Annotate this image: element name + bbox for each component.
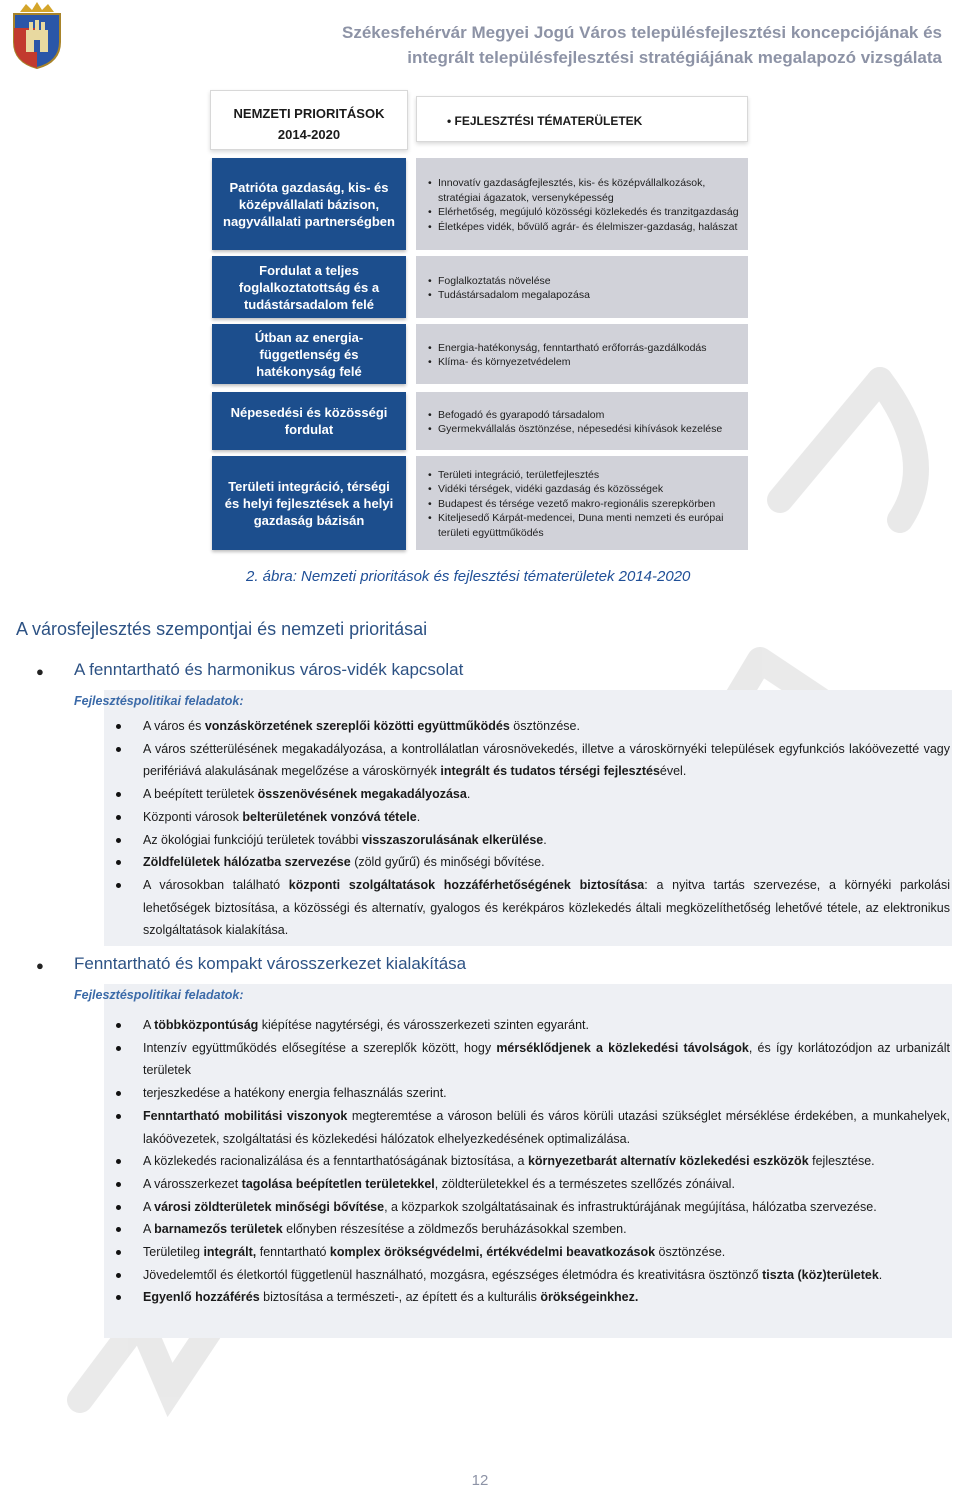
emphasis-text: városi zöldterületek minőségi bővítése bbox=[154, 1199, 385, 1214]
list-item bbox=[116, 1218, 950, 1241]
document-title-line-2: integrált településfejlesztési stratégiájának megalapozó vizsgálata bbox=[407, 48, 942, 67]
list-item bbox=[116, 851, 950, 874]
list-item-text: Központi városok bbox=[143, 809, 243, 824]
list-item-text: A város és bbox=[143, 719, 205, 733]
topic-item: • Elérhetőség, megújuló közösségi közlekedés és tranzitgazdaság bbox=[428, 205, 740, 220]
subsection-bullet: ● bbox=[36, 664, 44, 679]
list-item-text: , zöldterületekkel és a természetes szellőzés zónáival. bbox=[434, 1176, 735, 1191]
emphasis-text: örökségeinkhez. bbox=[540, 1290, 639, 1305]
tasks-label-1: Fejlesztéspolitikai feladatok: bbox=[74, 694, 244, 708]
emphasis-text: integrált és tudatos térségi fejlesztés bbox=[440, 764, 660, 779]
priority-box: Fordulat a teljes foglalkoztatottság és a tudástársadalom felé bbox=[212, 256, 406, 318]
list-item bbox=[116, 738, 950, 783]
list-item-text: , a közparkok szolgáltatásainak és infrastruktúrájának megújítása, hálózatba szervezése. bbox=[384, 1199, 877, 1214]
list-item-text: ösztönzése. bbox=[655, 1245, 726, 1260]
emphasis-text: Egyenlő hozzáférés bbox=[143, 1290, 260, 1305]
emphasis-text: összenövésének megakadályozása bbox=[257, 787, 467, 802]
list-item-text: . bbox=[416, 809, 421, 824]
topics-box bbox=[416, 158, 748, 250]
list-item-text: ösztönzése. bbox=[509, 719, 580, 733]
emphasis-text: Fenntartható mobilitási viszonyok bbox=[143, 1108, 348, 1123]
list-item-text: A közlekedés racionalizálása és a fenntarthatóságának biztosítása, a bbox=[143, 1154, 528, 1169]
priorities-diagram bbox=[210, 90, 750, 555]
emphasis-text: Zöldfelületek hálózatba szervezése bbox=[143, 855, 351, 870]
list-item-text: A bbox=[143, 1199, 155, 1214]
document-title bbox=[222, 20, 942, 70]
emphasis-text: belterületének vonzóvá tétele bbox=[242, 809, 417, 824]
list-item bbox=[116, 1241, 950, 1264]
list-item-text: előnyben részesítése a zöldmezős beruházásokkal szemben. bbox=[282, 1222, 627, 1237]
national-priorities-period: 2014-2020 bbox=[277, 127, 341, 142]
list-item bbox=[116, 1037, 950, 1082]
list-item bbox=[116, 874, 950, 942]
list-item-text: fenntartható bbox=[256, 1245, 330, 1260]
emphasis-text: tagolása beépítetlen területekkel bbox=[241, 1176, 435, 1191]
national-priorities-title: NEMZETI PRIORITÁSOK bbox=[233, 106, 385, 121]
list-item-text: , és így korlátozódjon az urbanizált területek bbox=[143, 1040, 950, 1078]
topic-item: • Foglalkoztatás növelése bbox=[428, 274, 740, 289]
list-item bbox=[116, 1173, 950, 1196]
section-heading: A városfejlesztés szempontjai és nemzeti prioritásai bbox=[16, 619, 428, 639]
list-item-text: megteremtése a városon belüli és város körüli utazási szükséglet mérséklése érdekében, a munkahelyek, lakóövezetek, szolgáltatási és közlekedési hálózatok elhelyezkedésének optimalizálása. bbox=[143, 1108, 950, 1146]
topic-item: • Életképes vidék, bővülő agrár- és élelmiszer-gazdaság, halászat bbox=[428, 220, 740, 235]
topics-box bbox=[416, 256, 748, 318]
list-item-text: . bbox=[878, 1267, 883, 1282]
topics-box bbox=[416, 392, 748, 450]
emphasis-text: központi szolgáltatások hozzáférhetőségének biztosítása bbox=[288, 877, 645, 892]
topics-box bbox=[416, 324, 748, 384]
list-item-text: A város szétterülésének megakadályozása, a kontrollálatlan városnövekedés, illetve a városkörnyéki települések egyfunkciós lakóövezetté vagy perifériává alakulásának megelőzése a városkörnyék bbox=[143, 741, 950, 779]
emphasis-text: komplex örökségvédelmi, értékvédelmi beavatkozások bbox=[329, 1245, 656, 1260]
topic-item: • Gyermekvállalás ösztönzése, népesedési kihívások kezelése bbox=[428, 422, 740, 437]
topic-item: • Területi integráció, területfejlesztés bbox=[428, 468, 740, 483]
emphasis-text: mérséklődjenek a közlekedési távolságok bbox=[496, 1040, 749, 1055]
list-item-text: ével. bbox=[659, 764, 687, 779]
list-item bbox=[116, 1014, 950, 1037]
subsection-heading-2: Fenntartható és kompakt városszerkezet kialakítása bbox=[74, 954, 467, 973]
topic-item: • Klíma- és környezetvédelem bbox=[428, 355, 740, 370]
list-item-text: kiépítése nagytérségi, és városszerkezeti szinten egyaránt. bbox=[258, 1018, 590, 1032]
national-priorities-header bbox=[210, 90, 408, 150]
subsection-heading-1: A fenntartható és harmonikus város-vidék kapcsolat bbox=[74, 660, 464, 679]
list-item-text: Intenzív együttműködés elősegítése a szereplők között, hogy bbox=[143, 1040, 497, 1055]
emphasis-text: barnamezős területek bbox=[154, 1222, 283, 1237]
emphasis-text: vonzáskörzetének szereplői közötti együttműködés bbox=[204, 719, 510, 733]
list-item bbox=[116, 1082, 950, 1105]
tasks-list-1 bbox=[116, 715, 950, 942]
emphasis-text: visszaszorulásának elkerülése bbox=[361, 832, 544, 847]
list-item-text: : a nyitva tartás szervezése, a környéki parkolási lehetőségek biztosítása, a közösségi és alternatív, gyalogos és kerékpáros közlekedés általi megközelíthetőség lehetővé tétele, az elektronikus szolgáltatások kialakítása. bbox=[143, 877, 950, 938]
list-item bbox=[116, 1264, 950, 1287]
priority-box: Területi integráció, térségi és helyi fejlesztések a helyi gazdaság bázisán bbox=[212, 456, 406, 550]
emphasis-text: környezetbarát alternatív közlekedési eszközök bbox=[527, 1154, 809, 1169]
emphasis-text: tiszta (köz)területek bbox=[762, 1267, 879, 1282]
subsection-bullet: ● bbox=[36, 958, 44, 973]
page-number: 12 bbox=[471, 1472, 489, 1489]
list-item bbox=[116, 1286, 950, 1309]
list-item-text: A bbox=[143, 1222, 155, 1237]
tasks-list-2 bbox=[116, 1014, 950, 1309]
figure-caption: 2. ábra: Nemzeti prioritások és fejlesztési tématerületek 2014-2020 bbox=[246, 568, 691, 585]
list-item bbox=[116, 783, 950, 806]
list-item bbox=[116, 806, 950, 829]
list-item bbox=[116, 1196, 950, 1219]
priority-box: Útban az energia-függetlenség és hatékonyság felé bbox=[212, 324, 406, 384]
list-item-text: (zöld gyűrű) és minőségi bővítése. bbox=[350, 855, 545, 870]
emphasis-text: integrált, bbox=[203, 1245, 257, 1260]
list-item-text: . bbox=[543, 832, 547, 847]
document-title-line-1: Székesfehérvár Megyei Jogú Város településfejlesztési koncepciójának és bbox=[342, 23, 942, 42]
list-item-text: A városszerkezet bbox=[143, 1176, 242, 1191]
list-item-text: fejlesztése. bbox=[808, 1154, 875, 1169]
topic-item: • Kiteljesedő Kárpát-medencei, Duna menti nemzeti és európai területi együttműködés bbox=[428, 511, 740, 540]
list-item-text: terjeszkedése a hatékony energia felhasználás szerint. bbox=[143, 1086, 447, 1101]
list-item-text: A bbox=[143, 1018, 155, 1032]
topics-box bbox=[416, 456, 748, 550]
tasks-label-2: Fejlesztéspolitikai feladatok: bbox=[74, 988, 244, 1002]
list-item-text: Jövedelemtől és életkortól függetlenül használható, mozgásra, egészséges életmódra és kreativitásra ösztönző bbox=[143, 1267, 763, 1282]
list-item-text: . bbox=[466, 787, 471, 802]
list-item bbox=[116, 1105, 950, 1150]
emphasis-text: többközpontúság bbox=[154, 1018, 259, 1032]
priority-box: Népesedési és közösségi fordulat bbox=[212, 392, 406, 450]
page-header bbox=[0, 0, 960, 80]
list-item-text: biztosítása a természeti-, az épített és a kulturális bbox=[259, 1290, 541, 1305]
list-item bbox=[116, 829, 950, 852]
city-crest-logo bbox=[6, 2, 68, 70]
list-item-text: A beépített területek bbox=[143, 787, 258, 802]
development-topics-header: • FEJLESZTÉSI TÉMATERÜLETEK bbox=[416, 96, 748, 142]
list-item-text: A városokban található bbox=[143, 877, 289, 892]
topic-item: • Budapest és térsége vezető makro-regionális szerepkörben bbox=[428, 497, 740, 512]
list-item-text: Területileg bbox=[143, 1245, 204, 1260]
topic-item: • Befogadó és gyarapodó társadalom bbox=[428, 408, 740, 423]
topic-item: • Energia-hatékonyság, fenntartható erőforrás-gazdálkodás bbox=[428, 341, 740, 356]
priority-box: Patrióta gazdaság, kis- és középvállalati bázison, nagyvállalati partnerségben bbox=[212, 158, 406, 250]
topic-item: • Vidéki térségek, vidéki gazdaság és közösségek bbox=[428, 482, 740, 497]
topic-item: • Tudástársadalom megalapozása bbox=[428, 288, 740, 303]
list-item bbox=[116, 1150, 950, 1173]
topic-item: • Innovatív gazdaságfejlesztés, kis- és középvállalkozások, stratégiai ágazatok, versenyképesség bbox=[428, 176, 740, 205]
list-item-text: Az ökológiai funkciójú területek további bbox=[143, 832, 362, 847]
list-item bbox=[116, 715, 950, 738]
